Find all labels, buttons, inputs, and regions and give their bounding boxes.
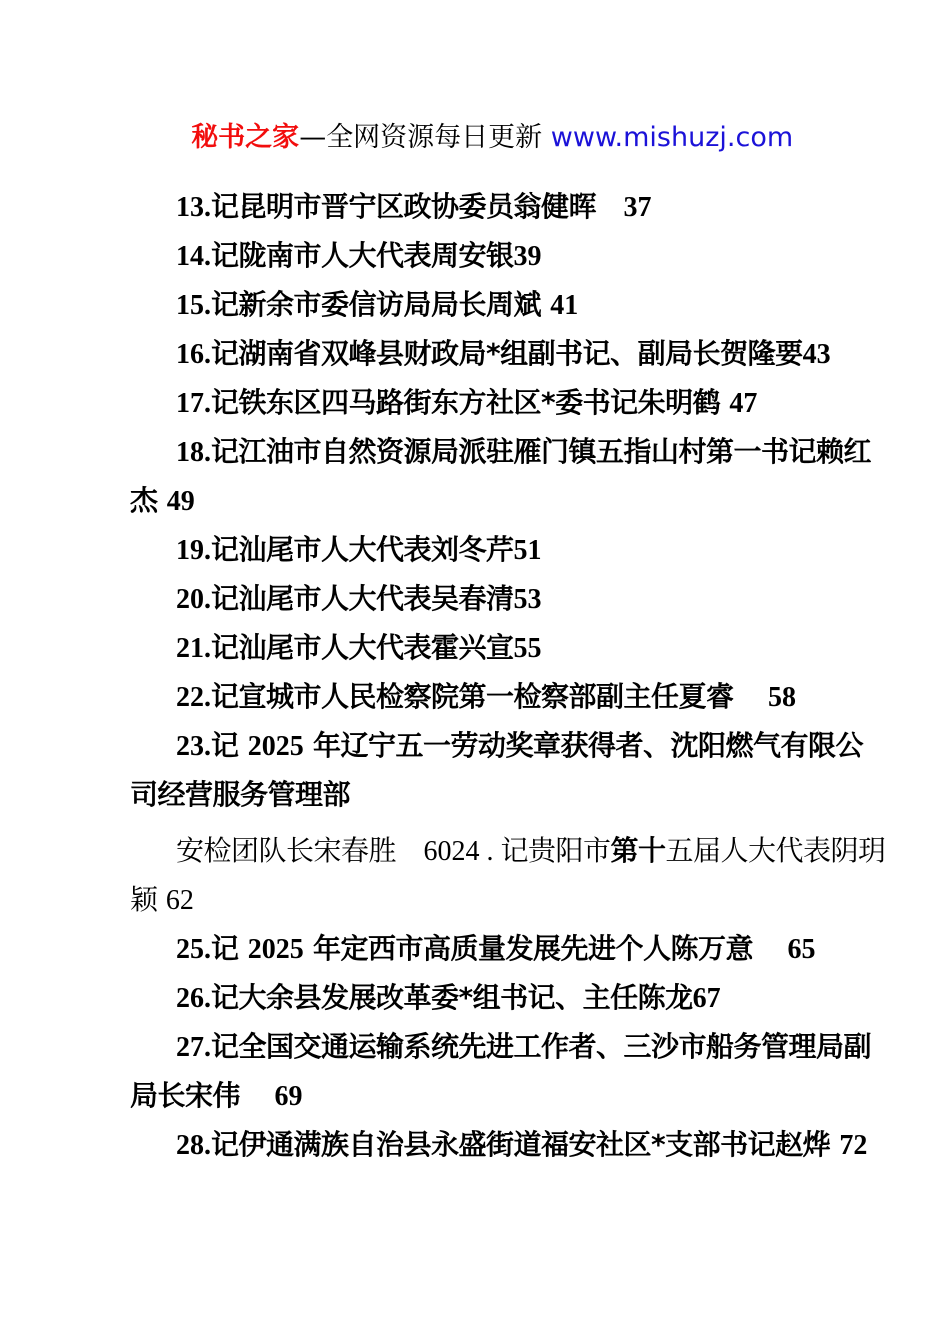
toc-segment: 五届人大代表阴玥 xyxy=(665,834,886,867)
toc-line xyxy=(130,329,846,378)
toc-line xyxy=(130,1022,872,1071)
toc-line xyxy=(130,231,846,280)
toc-segment: 16. xyxy=(176,339,211,370)
toc-segment: 18. xyxy=(176,437,211,468)
toc xyxy=(130,182,886,1169)
toc-segment: 14. xyxy=(176,241,211,272)
toc-segment: 72 xyxy=(839,1130,868,1161)
toc-segment: 41 xyxy=(550,290,579,321)
toc-segment: 13. xyxy=(176,192,211,223)
toc-segment: 39 xyxy=(513,241,542,272)
toc-segment: 记 xyxy=(211,932,248,965)
toc-segment: 年定西市高质量发展先进个人陈万意 xyxy=(303,932,781,965)
site-header xyxy=(0,84,950,192)
toc-line xyxy=(130,280,846,329)
toc-segment: 记 xyxy=(211,729,248,762)
toc-segment: 记新余市委信访局局长周斌 xyxy=(211,288,551,321)
site-tagline: —全网资源每日更新 xyxy=(299,122,551,153)
toc-segment: 记铁东区四马路街东方社区*委书记朱明鹤 xyxy=(211,386,730,419)
toc-segment: 杰 xyxy=(130,484,167,517)
toc-segment: 53 xyxy=(513,584,542,615)
toc-line xyxy=(130,924,846,973)
toc-segment: 记陇南市人大代表周安银 xyxy=(211,239,514,272)
toc-segment: 23. xyxy=(176,731,211,762)
toc-segment: 记昆明市晋宁区政协委员翁健晖 xyxy=(211,190,624,223)
site-brand: 秘书之家 xyxy=(191,122,300,153)
toc-segment: 记贵阳市 xyxy=(500,834,611,867)
toc-line xyxy=(130,875,846,924)
toc-segment: 2025 xyxy=(247,731,304,762)
toc-segment: 49 xyxy=(166,486,195,517)
toc-segment: 51 xyxy=(513,535,542,566)
toc-segment: 58 xyxy=(761,682,797,713)
toc-line xyxy=(130,672,846,721)
toc-segment: 20. xyxy=(176,584,211,615)
toc-line xyxy=(130,378,846,427)
toc-segment: 记全国交通运输系统先进工作者、三沙市船务管理局副 xyxy=(211,1030,872,1063)
toc-segment: 43 xyxy=(802,339,831,370)
toc-segment: 22. xyxy=(176,682,211,713)
toc-segment: 25. xyxy=(176,934,211,965)
toc-line xyxy=(130,770,846,819)
toc-segment: 记汕尾市人大代表刘冬芹 xyxy=(211,533,514,566)
toc-segment: 15. xyxy=(176,290,211,321)
toc-line xyxy=(130,574,846,623)
toc-segment: 19. xyxy=(176,535,211,566)
toc-segment: 28. xyxy=(176,1130,211,1161)
toc-segment: 第十 xyxy=(610,834,666,867)
site-url-link[interactable]: www.mishuzj.com xyxy=(550,122,794,153)
toc-segment: 年辽宁五一劳动奖章获得者、沈阳燃气有限公 xyxy=(303,729,864,762)
toc-segment: 67 xyxy=(692,983,721,1014)
toc-segment: 21. xyxy=(176,633,211,664)
toc-segment: 65 xyxy=(780,934,816,965)
toc-segment: 记宣城市人民检察院第一检察部副主任夏睿 xyxy=(211,680,762,713)
toc-segment: 26. xyxy=(176,983,211,1014)
toc-segment: 62 xyxy=(165,885,194,916)
toc-segment: 记湖南省双峰县财政局*组副书记、副局长贺隆要 xyxy=(211,337,803,370)
toc-line xyxy=(130,973,846,1022)
toc-segment: 记汕尾市人大代表霍兴宣 xyxy=(211,631,514,664)
toc-line xyxy=(130,525,846,574)
toc-segment: 局长宋伟 xyxy=(130,1079,268,1112)
toc-line xyxy=(130,1120,868,1169)
toc-segment: 记大余县发展改革委*组书记、主任陈龙 xyxy=(211,981,693,1014)
toc-line xyxy=(130,826,886,875)
toc-segment: 安检团队长宋春胜 xyxy=(176,834,424,867)
toc-segment: 记江油市自然资源局派驻雁门镇五指山村第一书记赖红 xyxy=(211,435,872,468)
toc-segment: 55 xyxy=(513,633,542,664)
toc-line xyxy=(130,427,872,476)
toc-segment: 27. xyxy=(176,1032,211,1063)
toc-line xyxy=(130,623,846,672)
toc-line xyxy=(130,476,846,525)
toc-line xyxy=(130,182,846,231)
toc-segment: 17. xyxy=(176,388,211,419)
toc-segment: 2025 xyxy=(247,934,304,965)
toc-segment: 记汕尾市人大代表吴春清 xyxy=(211,582,514,615)
toc-line xyxy=(130,1071,846,1120)
toc-segment: 司经营服务管理部 xyxy=(130,778,351,811)
toc-segment: 69 xyxy=(267,1081,303,1112)
toc-segment: 记伊通满族自治县永盛街道福安社区*支部书记赵烨 xyxy=(211,1128,840,1161)
toc-segment: 37 xyxy=(623,192,652,223)
toc-line xyxy=(130,721,864,770)
toc-segment: 颖 xyxy=(130,883,166,916)
toc-segment: 6024 . xyxy=(423,836,501,867)
toc-segment: 47 xyxy=(729,388,758,419)
